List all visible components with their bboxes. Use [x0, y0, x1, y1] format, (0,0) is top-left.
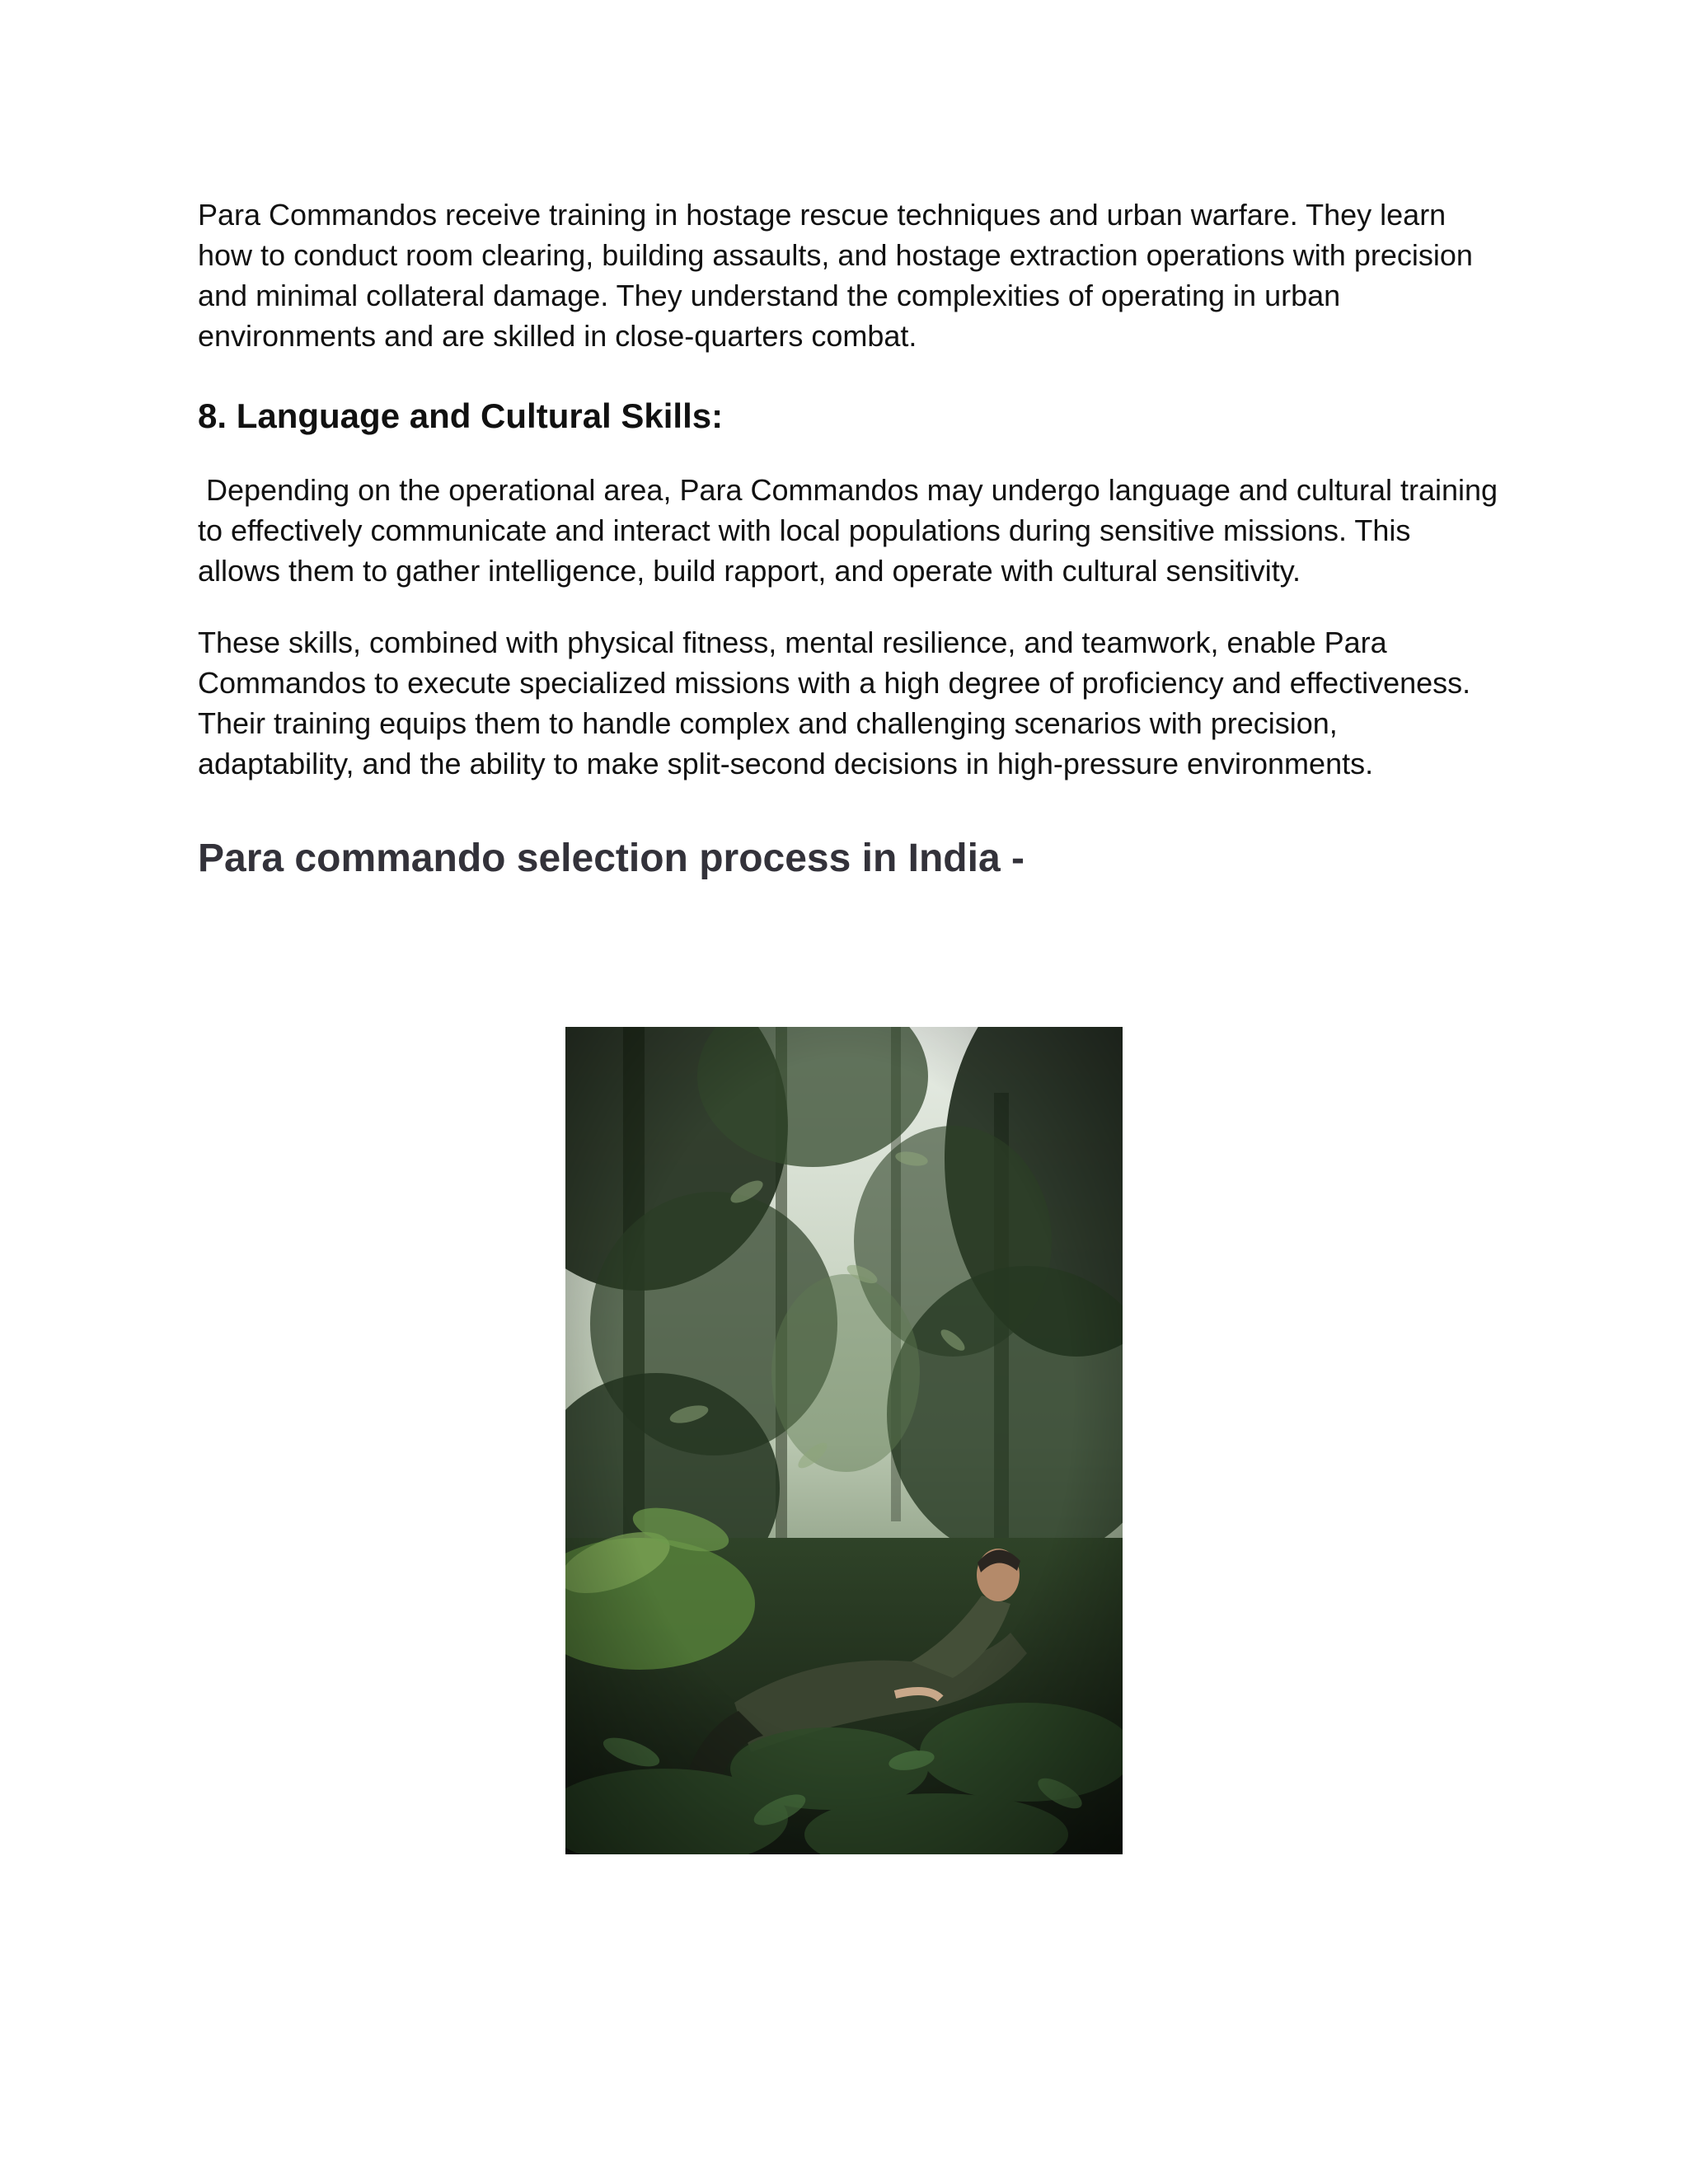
- heading-selection-process: Para commando selection process in India -: [198, 837, 1025, 880]
- heading-language-skills: 8. Language and Cultural Skills:: [198, 396, 724, 435]
- document-content: [198, 194, 1507, 883]
- soldier-jungle-photo: [565, 1027, 1123, 1854]
- paragraph-language-skills: Depending on the operational area, Para Commandos may undergo language and cultural training to effectively communicate and interact with local populations during sensitive missions. This allows them to gather intelligence, build rapport, and operate with cultural sensitivity.: [198, 473, 1507, 588]
- paragraph-hostage-rescue: Para Commandos receive training in hostage rescue techniques and urban warfare. They learn how to conduct room clearing, building assaults, and hostage extraction operations with precision and minimal collateral damage. They understand the complexities of operating in urban environments and are skilled in close-quarters combat.: [198, 198, 1473, 353]
- paragraph-summary: These skills, combined with physical fitness, mental resilience, and teamwork, enable Para Commandos to execute specialized missions with a high degree of proficiency and effectiveness. Their training equips them to handle complex and challenging scenarios with precision, adaptability, and the ability to make split-second decisions in high-pressure environments.: [198, 626, 1471, 780]
